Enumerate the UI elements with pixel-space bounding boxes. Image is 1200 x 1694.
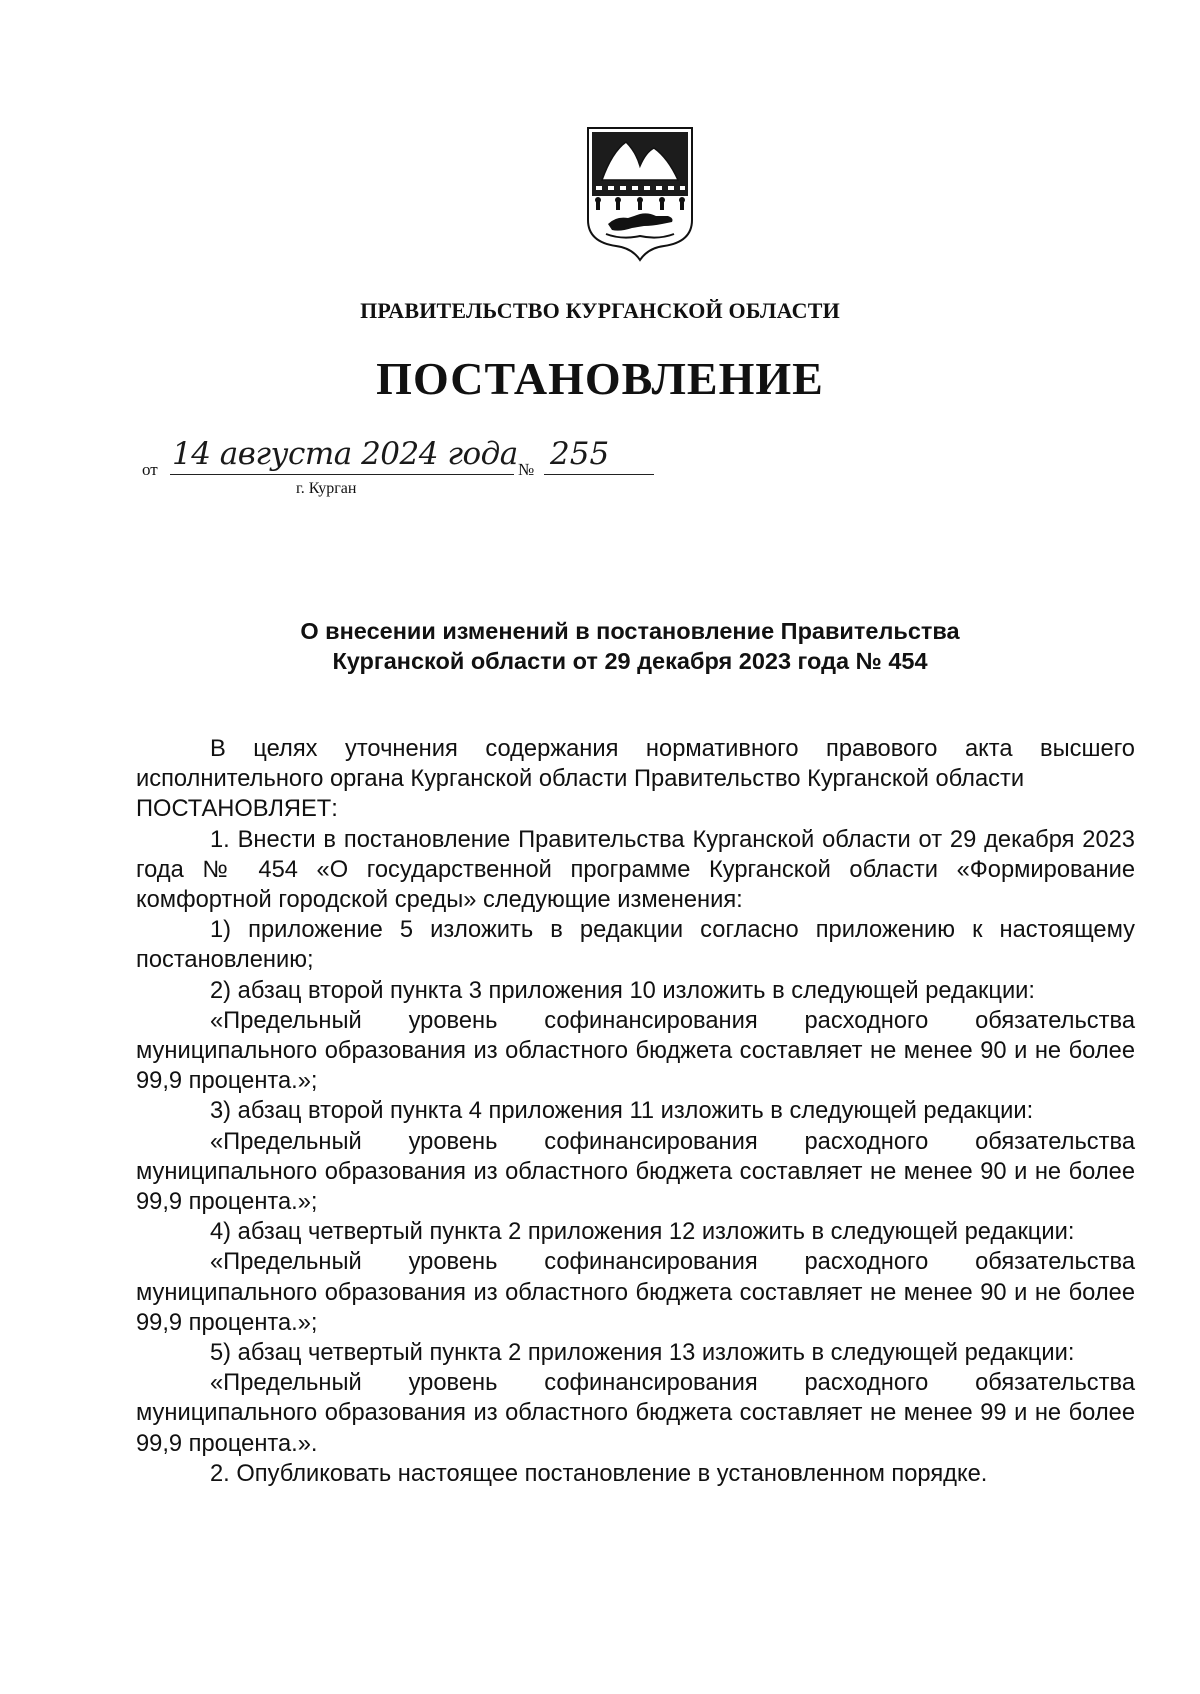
- city-label: г. Курган: [296, 480, 357, 497]
- subclause-1-3-quote: «Предельный уровень софинансирования расходного обязательства муниципального образования из областного бюджета составляет не менее 90 и не более 99,9 процента.»;: [136, 1128, 1135, 1216]
- handwritten-date: 14 августа 2024 года: [172, 436, 518, 472]
- date-number-line: [138, 438, 658, 498]
- clause-2: 2. Опубликовать настоящее постановление в установленном порядке.: [210, 1460, 988, 1487]
- subclause-1-4: 4) абзац четвертый пункта 2 приложения 12 изложить в следующей редакции:: [210, 1219, 1075, 1246]
- document-type-heading: ПОСТАНОВЛЕНИЕ: [376, 353, 824, 404]
- handwritten-number: 255: [550, 436, 610, 472]
- government-name: ПРАВИТЕЛЬСТВО КУРГАНСКОЙ ОБЛАСТИ: [360, 298, 840, 323]
- subclause-1-2-quote: «Предельный уровень софинансирования расходного обязательства муниципального образования из областного бюджета составляет не менее 90 и не более 99,9 процента.»;: [136, 1007, 1135, 1095]
- coat-of-arms-emblem: [582, 122, 698, 262]
- preamble-paragraph: В целях уточнения содержания нормативного правового акта высшего исполнительного органа Курганской области Правительство Курганской области: [136, 736, 1135, 793]
- subclause-1-3: 3) абзац второй пункта 4 приложения 11 изложить в следующей редакции:: [210, 1098, 1034, 1125]
- title-line-1: О внесении изменений в постановление Правительства: [300, 618, 960, 644]
- resolution-title: [130, 616, 1130, 676]
- subclause-1-5-quote: «Предельный уровень софинансирования расходного обязательства муниципального образования из областного бюджета составляет не менее 99 и не более 99,9 процента.».: [136, 1370, 1135, 1457]
- title-line-2: Курганской области от 29 декабря 2023 года № 454: [332, 648, 928, 674]
- subclause-1-1: 1) приложение 5 изложить в редакции согласно приложению к настоящему постановлению;: [136, 917, 1135, 974]
- resolution-body: [136, 734, 1135, 1489]
- subclause-1-2: 2) абзац второй пункта 3 приложения 10 изложить в следующей редакции:: [210, 977, 1035, 1004]
- number-label: №: [518, 460, 535, 479]
- date-underline: [170, 474, 514, 475]
- number-underline: [544, 474, 654, 475]
- clause-1: 1. Внести в постановление Правительства Курганской области от 29 декабря 2023 года № 454 «О государственной программе Курганской области «Формирование комфортной городской среды» следующие изменения:: [136, 826, 1135, 914]
- subclause-1-4-quote: «Предельный уровень софинансирования расходного обязательства муниципального образования из областного бюджета составляет не менее 90 и не более 99,9 процента.»;: [136, 1249, 1135, 1336]
- resolves-keyword: ПОСТАНОВЛЯЕТ:: [136, 796, 338, 823]
- subclause-1-5: 5) абзац четвертый пункта 2 приложения 13 изложить в следующей редакции:: [210, 1340, 1075, 1367]
- date-from-label: от: [142, 460, 158, 479]
